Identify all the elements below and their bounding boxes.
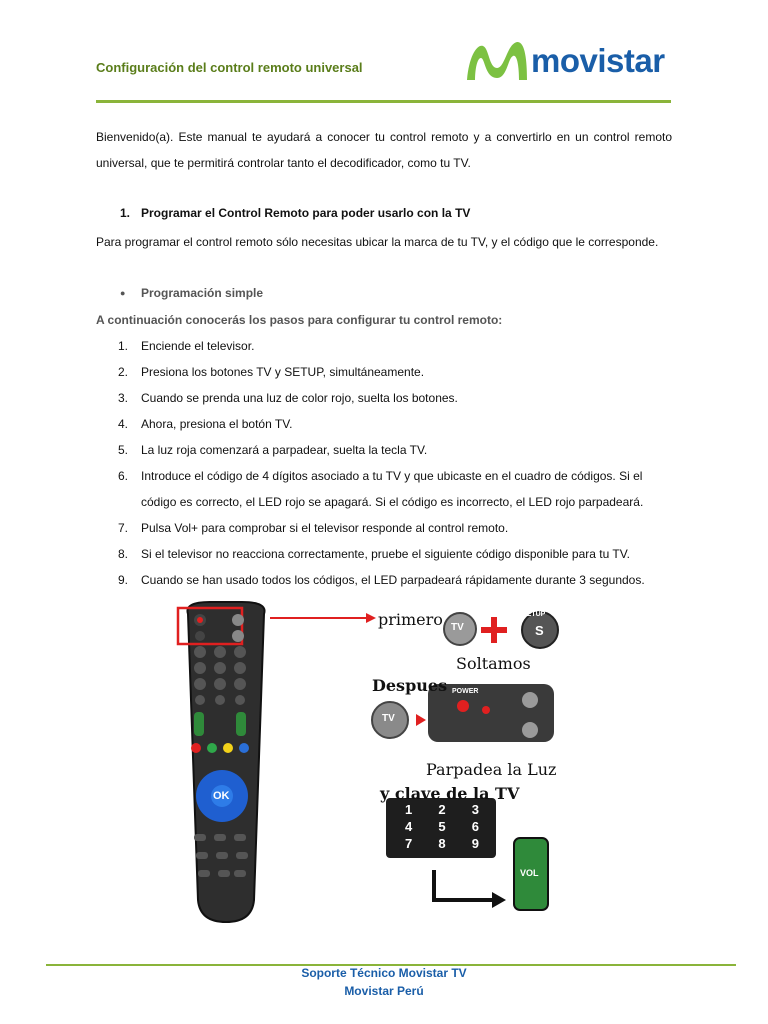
- step-item: [96, 541, 676, 567]
- keypad-digit: 9: [471, 836, 479, 851]
- vol-label: VOL: [520, 868, 539, 878]
- step-item: [96, 333, 676, 359]
- step-item: [96, 411, 676, 437]
- step-text: Cuando se han usado todos los códigos, el LED parpadeará rápidamente durante 3 segundos.: [141, 573, 645, 587]
- footer-line-2: Movistar Perú: [344, 984, 424, 998]
- step-item: [96, 515, 676, 541]
- caption-soltamos: Soltamos: [456, 654, 531, 673]
- step-text: Ahora, presiona el botón TV.: [141, 417, 293, 431]
- section-description: Para programar el control remoto sólo necesitas ubicar la marca de tu TV, y el código que le corresponde.: [96, 235, 659, 249]
- keypad-closeup: [392, 802, 492, 851]
- step-item: [96, 359, 676, 385]
- step-number: 7.: [118, 521, 129, 535]
- step-item: [96, 567, 676, 593]
- movistar-logo-text: movistar: [531, 42, 665, 79]
- tv-button-label: TV: [451, 622, 464, 633]
- step-number: 3.: [118, 391, 129, 405]
- keypad-digit: 4: [405, 819, 413, 834]
- step-text: Cuando se prenda una luz de color rojo, suelta los botones.: [141, 391, 458, 405]
- step-item: [96, 385, 676, 411]
- bullet-text: Programación simple: [141, 286, 264, 300]
- step-item: [96, 463, 676, 515]
- step-text: Enciende el televisor.: [141, 339, 255, 353]
- remote-instruction-figure: [170, 600, 570, 930]
- caption-clave: y clave de la TV: [380, 784, 520, 803]
- caption-despues: Despues: [372, 676, 448, 695]
- bullet-symbol: ●: [120, 288, 126, 298]
- step-text: Introduce el código de 4 dígitos asociado a tu TV y que ubicaste en el cuadro de códigos. Si el código es correcto, el LED rojo se apagará. Si el código es incorrecto, el LED rojo parpadeará.: [141, 469, 644, 509]
- keypad-digit: 2: [438, 802, 446, 817]
- caption-primero: primero: [378, 610, 443, 629]
- step-number: 4.: [118, 417, 129, 431]
- step-number: 2.: [118, 365, 129, 379]
- ok-button-label: OK: [213, 790, 230, 802]
- section-title: Programar el Control Remoto para poder usarlo con la TV: [141, 206, 471, 220]
- movistar-m-icon: [463, 36, 533, 86]
- step-text: Presiona los botones TV y SETUP, simultáneamente.: [141, 365, 425, 379]
- header-divider: [96, 100, 671, 103]
- step-text: La luz roja comenzará a parpadear, suelta la tecla TV.: [141, 443, 428, 457]
- steps-list: [96, 333, 676, 593]
- keypad-digit: 1: [405, 802, 413, 817]
- step-text: Pulsa Vol+ para comprobar si el televisor responde al control remoto.: [141, 521, 509, 535]
- step-text: Si el televisor no reacciona correctamente, pruebe el siguiente código disponible para tu TV.: [141, 547, 630, 561]
- power-label: POWER: [452, 688, 479, 695]
- step-item: [96, 437, 676, 463]
- footer-line-1: Soporte Técnico Movistar TV: [301, 966, 467, 980]
- section-heading: [120, 206, 470, 220]
- keypad-digit: 6: [471, 819, 479, 834]
- step-number: 8.: [118, 547, 129, 561]
- step-number: 5.: [118, 443, 129, 457]
- document-header-title: Configuración del control remoto universal: [96, 60, 363, 75]
- movistar-logo: [463, 36, 663, 86]
- bullet-item: [120, 286, 263, 300]
- step-number: 9.: [118, 573, 129, 587]
- keypad-digit: 8: [438, 836, 446, 851]
- caption-parpadea: Parpadea la Luz: [426, 760, 557, 779]
- keypad-digit: 7: [405, 836, 413, 851]
- keypad-digit: 3: [471, 802, 479, 817]
- step-number: 6.: [118, 469, 129, 483]
- steps-lead: A continuación conocerás los pasos para configurar tu control remoto:: [96, 313, 503, 327]
- step-number: 1.: [118, 339, 129, 353]
- keypad-digit: 5: [438, 819, 446, 834]
- s-button-label: S: [535, 623, 544, 638]
- intro-paragraph: Bienvenido(a). Este manual te ayudará a conocer tu control remoto y a convertirlo en un control remoto universal, que te permitirá controlar tanto el decodificador, como tu TV.: [96, 130, 672, 170]
- tv-button-label: TV: [382, 713, 395, 724]
- setup-button-label: SETUP: [522, 611, 546, 618]
- section-number: 1.: [120, 206, 131, 220]
